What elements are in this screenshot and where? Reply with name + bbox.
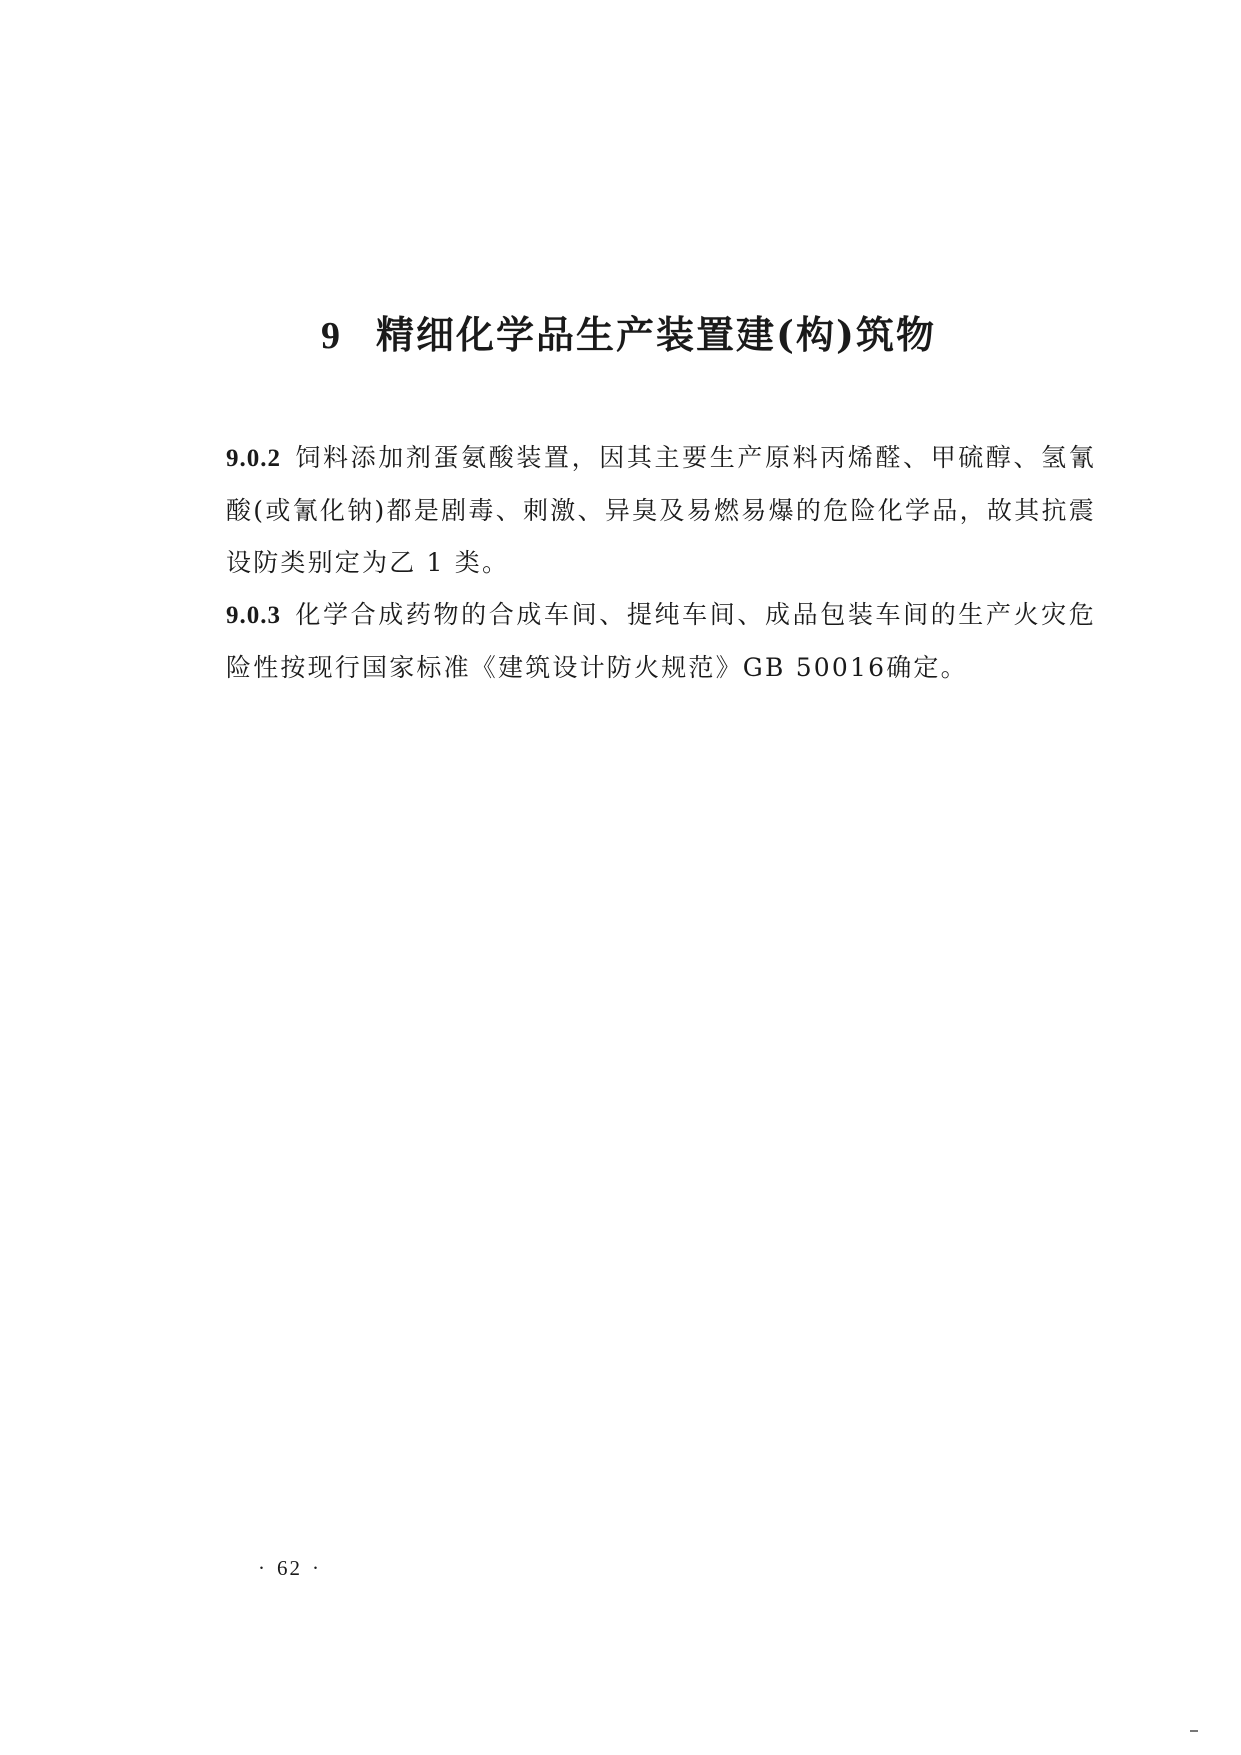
- chapter-number: 9: [321, 315, 343, 358]
- clause-text: 饲料添加剂蛋氨酸装置，因其主要生产原料丙烯醛、甲硫醇、氢氰酸(或氰化钠)都是剧毒、刺激、异臭及易燃易爆的危险化学品，故其抗震设防类别定为乙 1 类。: [226, 443, 1096, 577]
- footer-dot-right: ·: [312, 1556, 321, 1580]
- clause-number: 9.0.2: [226, 445, 281, 472]
- clause-9-0-2: [226, 432, 1096, 589]
- page-number-footer: [248, 1556, 331, 1581]
- chapter-heading: [0, 313, 1241, 358]
- clause-number: 9.0.3: [226, 602, 281, 629]
- clause-text: 化学合成药物的合成车间、提纯车间、成品包装车间的生产火灾危险性按现行国家标准《建筑设计防火规范》GB 50016确定。: [226, 600, 1096, 682]
- footer-dot-left: ·: [258, 1556, 267, 1580]
- clause-9-0-3: [226, 589, 1096, 694]
- chapter-title: 精细化学品生产装置建(构)筑物: [376, 312, 936, 358]
- page-number: 62: [277, 1556, 302, 1580]
- document-body: [226, 432, 1096, 694]
- scan-corner-mark: [1190, 1730, 1198, 1732]
